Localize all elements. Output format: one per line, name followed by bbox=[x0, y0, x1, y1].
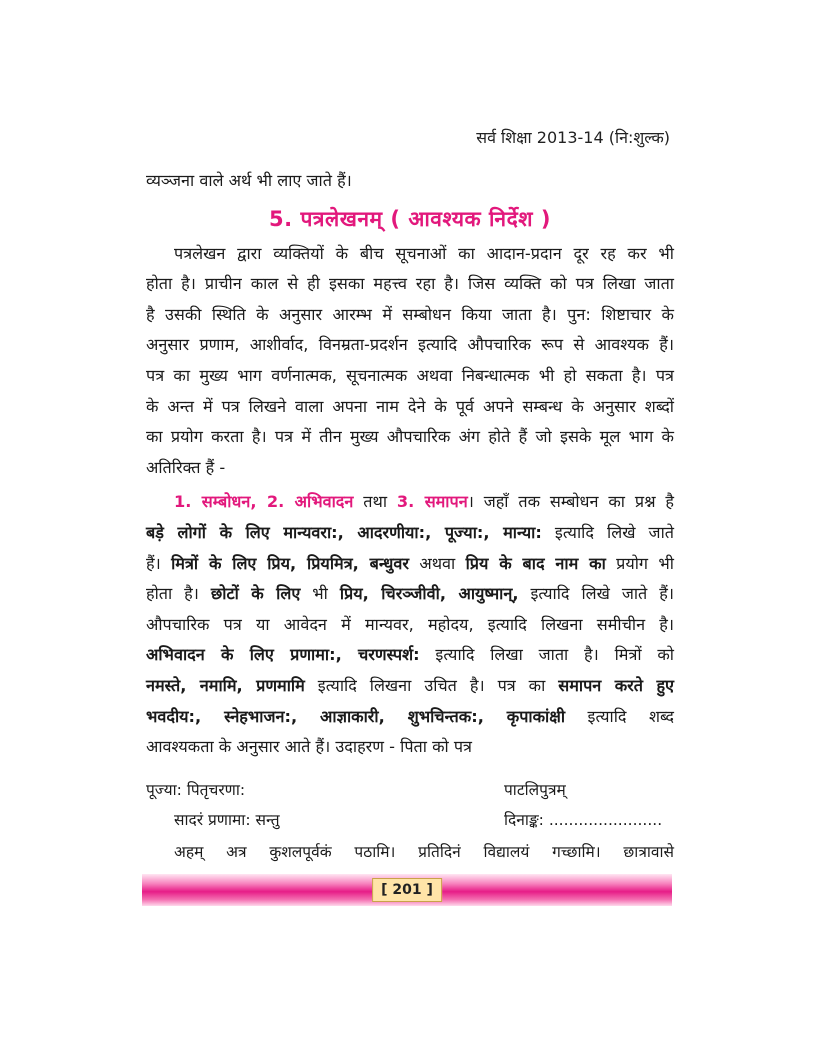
text-line: पत्रलेखन द्वारा व्यक्तियों के बीच सूचनाओं का आदान-प्रदान दूर रह कर भी bbox=[174, 243, 674, 263]
bold-term: भवदीय:, स्नेहभाजन:, आज्ञाकारी, शुभचिन्तक:, कृपाकांक्षी bbox=[146, 706, 566, 726]
text-line bbox=[146, 549, 674, 580]
text-line: पत्र का मुख्य भाग वर्णनात्मक, सूचनात्मक अथवा निबन्धात्मक भी हो सकता है। पत्र bbox=[146, 365, 674, 385]
plain-text: इत्यादि शब्द bbox=[565, 706, 674, 726]
bold-term: बड़े लोगों के लिए मान्यवरा:, आदरणीया:, पूज्या:, मान्या: bbox=[146, 522, 542, 542]
main-content bbox=[146, 166, 674, 763]
highlight-term: 3. समापन bbox=[396, 492, 468, 512]
text-line: अनुसार प्रणाम, आशीर्वाद, विनम्रता-प्रदर्शन इत्यादि औपचारिक रूप से आवश्यक हैं। bbox=[146, 335, 674, 355]
bold-term: प्रिय, चिरञ्जीवी, आयुष्मान्, bbox=[339, 584, 519, 604]
plain-text: इत्यादि लिखना उचित है। पत्र का bbox=[304, 675, 559, 695]
plain-text: तथा bbox=[353, 492, 397, 512]
bold-term: अभिवादन के लिए प्रणामा:, चरणस्पर्श: bbox=[146, 645, 420, 665]
bold-term: मित्रों के लिए प्रिय, प्रियमित्र, बन्धुवर bbox=[171, 553, 409, 573]
bold-term: प्रिय के बाद नाम का bbox=[465, 553, 606, 573]
page-number: [ 201 ] bbox=[372, 878, 442, 902]
text-line bbox=[146, 702, 674, 733]
text-line: अतिरिक्त हैं - bbox=[146, 457, 226, 477]
plain-text: इत्यादि लिखे जाते bbox=[541, 522, 674, 542]
text-line bbox=[146, 640, 674, 671]
letter-greeting: सादरं प्रणामा: सन्तु bbox=[174, 811, 280, 829]
section-title: 5. पत्रलेखनम् ( आवश्यक निर्देश ) bbox=[269, 206, 551, 231]
letter-body: अहम् अत्र कुशलपूर्वकं पठामि। प्रतिदिनं विद्यालयं गच्छामि। छात्रावासे bbox=[174, 843, 674, 861]
plain-text: प्रयोग भी bbox=[605, 553, 674, 573]
text-line bbox=[146, 671, 674, 702]
text-line bbox=[146, 487, 674, 518]
footer-band bbox=[142, 874, 672, 906]
plain-text: अथवा bbox=[408, 553, 466, 573]
plain-text: भी bbox=[300, 584, 340, 604]
text-line: औपचारिक पत्र या आवेदन में मान्यवर, महोदय, इत्यादि लिखना समीचीन है। bbox=[146, 614, 674, 634]
sample-letter bbox=[146, 778, 674, 861]
plain-text: होता है। bbox=[146, 584, 211, 604]
plain-text: । जहाँ तक सम्बोधन का प्रश्न है bbox=[467, 492, 675, 512]
text-line: व्यञ्जना वाले अर्थ भी लाए जाते हैं। bbox=[146, 171, 352, 190]
text-line bbox=[146, 518, 674, 549]
bold-term: छोटों के लिए bbox=[210, 584, 301, 604]
text-line bbox=[146, 579, 674, 610]
text-line: है उसकी स्थिति के अनुसार आरम्भ में सम्बोधन किया जाता है। पुन: शिष्टाचार के bbox=[146, 304, 674, 324]
text-line: होता है। प्राचीन काल से ही इसका महत्त्व रहा है। जिस व्यक्ति को पत्र लिखा जाता bbox=[146, 274, 674, 294]
page-header: सर्व शिक्षा 2013-14 (नि:शुल्क) bbox=[476, 128, 670, 147]
plain-text: हैं। bbox=[146, 553, 172, 573]
text-line: के अन्त में पत्र लिखने वाला अपना नाम देने के पूर्व अपने सम्बन्ध के अनुसार शब्दों bbox=[146, 396, 674, 416]
text-line: का प्रयोग करता है। पत्र में तीन मुख्य औपचारिक अंग होते हैं जो इसके मूल भाग के bbox=[146, 427, 674, 447]
bold-term: नमस्ते, नमामि, प्रणमामि bbox=[146, 675, 305, 695]
letter-place: पाटलिपुत्रम् bbox=[504, 781, 566, 799]
text-line: आवश्यकता के अनुसार आते हैं। उदाहरण - पिता को पत्र bbox=[146, 737, 472, 757]
plain-text: इत्यादि लिखे जाते हैं। bbox=[518, 584, 674, 604]
bold-term: समापन करते हुए bbox=[558, 675, 675, 695]
highlight-term: 1. सम्बोधन, 2. अभिवादन bbox=[174, 492, 354, 512]
letter-salutation: पूज्या: पितृचरणा: bbox=[146, 781, 246, 799]
plain-text: इत्यादि लिखा जाता है। मित्रों को bbox=[419, 645, 675, 665]
letter-date: दिनाङ्क: ....................... bbox=[504, 811, 663, 829]
